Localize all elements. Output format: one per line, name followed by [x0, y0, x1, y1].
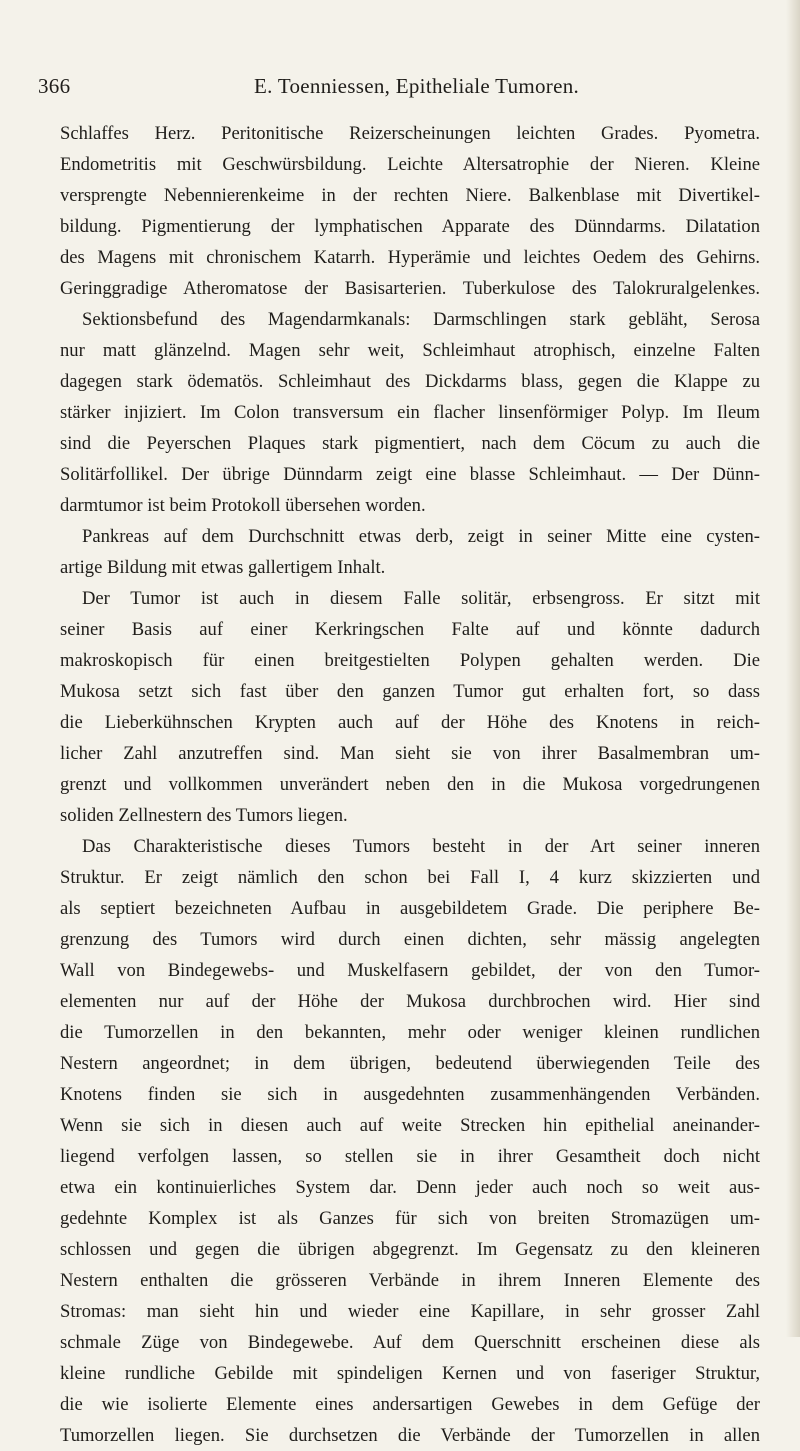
- text-line: soliden Zellnestern des Tumors liegen.: [60, 805, 348, 826]
- text-line: Wall von Bindegewebs- und Muskelfasern gebildet, der von den Tumor-: [60, 960, 760, 981]
- text-line: artige Bildung mit etwas gallertigem Inhalt.: [60, 557, 386, 578]
- text-line: Nestern angeordnet; in dem übrigen, bedeutend überwiegenden Teile des: [60, 1053, 760, 1074]
- text-line: Schlaffes Herz. Peritonitische Reizerscheinungen leichten Grades. Pyometra.: [60, 123, 760, 144]
- text-line: elementen nur auf der Höhe der Mukosa durchbrochen wird. Hier sind: [60, 991, 760, 1012]
- text-line: die wie isolierte Elemente eines andersartigen Gewebes in dem Gefüge der: [60, 1394, 760, 1415]
- text-line: gedehnte Komplex ist als Ganzes für sich von breiten Stromazügen um-: [60, 1208, 760, 1229]
- text-line: stärker injiziert. Im Colon transversum ein flacher linsenförmiger Polyp. Im Ileum: [60, 402, 760, 423]
- text-line: Nestern enthalten die grösseren Verbände in ihrem Inneren Elemente des: [60, 1270, 760, 1291]
- text-line: des Magens mit chronischem Katarrh. Hyperämie und leichtes Oedem des Gehirns.: [60, 247, 760, 268]
- running-header: [38, 74, 752, 104]
- page-number: 366: [38, 74, 71, 98]
- body-text: [60, 118, 760, 1451]
- text-line: Geringgradige Atheromatose der Basisarterien. Tuberkulose des Talokruralgelenkes.: [60, 278, 760, 299]
- text-line: sind die Peyerschen Plaques stark pigmentiert, nach dem Cöcum zu auch die: [60, 433, 760, 454]
- text-line: die Lieberkühnschen Krypten auch auf der Höhe des Knotens in reich-: [60, 712, 760, 733]
- page-edge-shadow: [786, 0, 800, 1337]
- text-line: schmale Züge von Bindegewebe. Auf dem Querschnitt erscheinen diese als: [60, 1332, 760, 1353]
- text-line: schlossen und gegen die übrigen abgegrenzt. Im Gegensatz zu den kleineren: [60, 1239, 760, 1260]
- text-line: Knotens finden sie sich in ausgedehnten zusammenhängenden Verbänden.: [60, 1084, 760, 1105]
- text-line: darmtumor ist beim Protokoll übersehen worden.: [60, 495, 426, 516]
- text-line: versprengte Nebennierenkeime in der rechten Niere. Balkenblase mit Divertikel-: [60, 185, 760, 206]
- text-line: seiner Basis auf einer Kerkringschen Falte auf und könnte dadurch: [60, 619, 760, 640]
- text-line: liegend verfolgen lassen, so stellen sie in ihrer Gesamtheit doch nicht: [60, 1146, 760, 1167]
- text-line: Der Tumor ist auch in diesem Falle solitär, erbsengross. Er sitzt mit: [82, 588, 760, 609]
- text-line: bildung. Pigmentierung der lymphatischen Apparate des Dünndarms. Dilatation: [60, 216, 760, 237]
- text-line: Wenn sie sich in diesen auch auf weite Strecken hin epithelial aneinander-: [60, 1115, 760, 1136]
- text-line: Stromas: man sieht hin und wieder eine Kapillare, in sehr grosser Zahl: [60, 1301, 760, 1322]
- text-line: licher Zahl anzutreffen sind. Man sieht sie von ihrer Basalmembran um-: [60, 743, 760, 764]
- text-line: Tumorzellen liegen. Sie durchsetzen die Verbände der Tumorzellen in allen: [60, 1425, 760, 1446]
- text-line: dagegen stark ödematös. Schleimhaut des Dickdarms blass, gegen die Klappe zu: [60, 371, 760, 392]
- text-line: die Tumorzellen in den bekannten, mehr oder weniger kleinen rundlichen: [60, 1022, 760, 1043]
- text-line: Das Charakteristische dieses Tumors besteht in der Art seiner inneren: [82, 836, 760, 857]
- text-line: etwa ein kontinuierliches System dar. Denn jeder auch noch so weit aus-: [60, 1177, 760, 1198]
- text-line: Solitärfollikel. Der übrige Dünndarm zeigt eine blasse Schleimhaut. — Der Dünn-: [60, 464, 760, 485]
- text-line: Pankreas auf dem Durchschnitt etwas derb, zeigt in seiner Mitte eine cysten-: [82, 526, 760, 547]
- text-line: makroskopisch für einen breitgestielten Polypen gehalten werden. Die: [60, 650, 760, 671]
- text-line: Endometritis mit Geschwürsbildung. Leichte Altersatrophie der Nieren. Kleine: [60, 154, 760, 175]
- text-line: Struktur. Er zeigt nämlich den schon bei Fall I, 4 kurz skizzierten und: [60, 867, 760, 888]
- text-line: nur matt glänzelnd. Magen sehr weit, Schleimhaut atrophisch, einzelne Falten: [60, 340, 760, 361]
- text-line: Mukosa setzt sich fast über den ganzen Tumor gut erhalten fort, so dass: [60, 681, 760, 702]
- text-line: grenzt und vollkommen unverändert neben den in die Mukosa vorgedrungenen: [60, 774, 760, 795]
- text-line: grenzung des Tumors wird durch einen dichten, sehr mässig angelegten: [60, 929, 760, 950]
- running-head: E. Toenniessen, Epitheliale Tumoren.: [254, 74, 580, 98]
- text-line: kleine rundliche Gebilde mit spindeligen Kernen und von faseriger Struktur,: [60, 1363, 760, 1384]
- text-line: Sektionsbefund des Magendarmkanals: Darmschlingen stark gebläht, Serosa: [82, 309, 760, 330]
- text-line: als septiert bezeichneten Aufbau in ausgebildetem Grade. Die periphere Be-: [60, 898, 760, 919]
